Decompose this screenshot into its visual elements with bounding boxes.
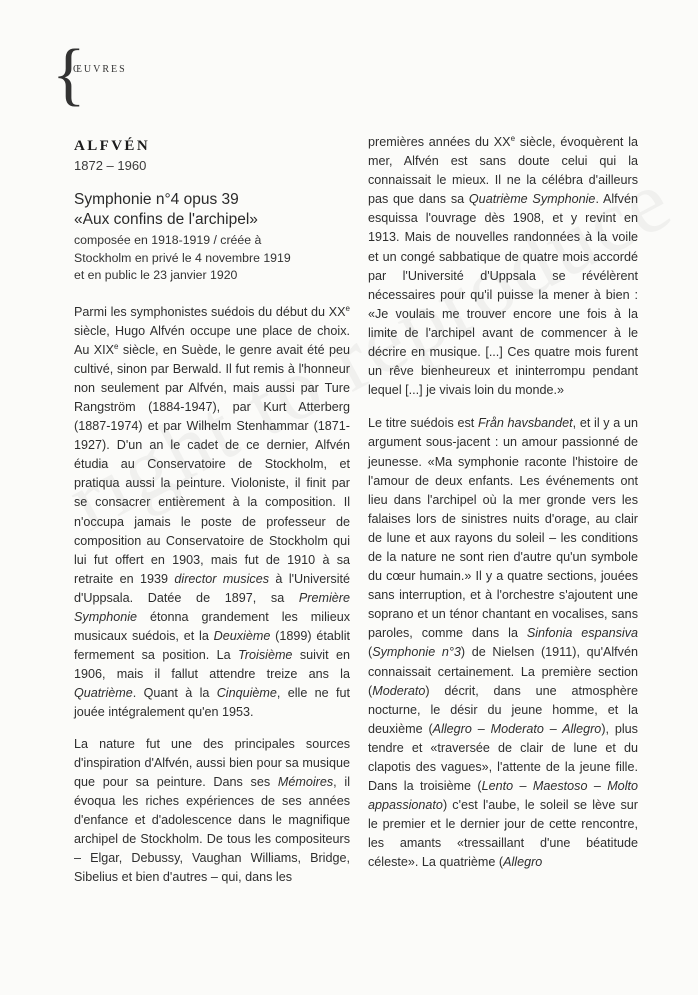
section-brace: {	[52, 36, 86, 113]
paragraph-2: La nature fut une des principales sources d'inspiration d'Alfvén, aussi bien pour sa musique que pour sa peinture. Dans ses Mémoires, il évoqua les riches expériences de ses années d'enfance et d'adolescence dans le magnifique archipel de Stockholm. De tous les compositeurs – Elgar, Debussy, Vaughan Williams, Bridge, Sibelius et bien d'autres – qui, dans les	[74, 736, 350, 885]
work-info	[74, 232, 350, 285]
work-title-line2: «Aux confins de l'archipel»	[74, 211, 258, 228]
section-label: ŒUVRES	[73, 64, 127, 75]
composer-dates: 1872 – 1960	[74, 158, 147, 173]
work-title	[74, 190, 350, 230]
paragraph-3: premières années du XXe siècle, évoquèrent la mer, Alfvén est sans doute celui qui la connaissait le mieux. Il ne la célébra d'ailleurs pas que dans sa Quatrième Symphonie. Alfvén esquissa l'ouvrage dès 1908, et y revint en 1913. Mais de nouvelles randonnées à la voile et un congé sabbatique de quatre mois accordé par l'Université d'Uppsala se révélèrent nécessaires pour qu'il puisse la mener à bien : «Je voulais me trouver encore une fois à la limite de l'archipel avant de commencer à le décrire en musique. [...] Ces quatre mois furent un rêve bienheureux et ininterrompu pendant lequel [...] je vivais loin du monde.»	[368, 133, 638, 398]
right-column	[368, 133, 638, 873]
left-column	[74, 137, 350, 887]
paragraph-4: Le titre suédois est Från havsbandet, et il y a un argument sous-jacent : un amour passionné de jeunesse. «Ma symphonie raconte l'histoire de l'amour de deux enfants. Les événements ont lieu dans l'archipel où la mer gronde vers les falaises lors de sinistres nuits d'orage, au clair de lune et aux rayons du soleil – les conditions de la nature ne sont rien d'autre qu'un symbole du cœur humain.» Il y a quatre sections, jouées sans interruption, et à l'orchestre s'ajoutent une soprano et un ténor chantant en vocalises, sans paroles, comme dans la Sinfonia espansiva (Symphonie n°3) de Nielsen (1911), qu'Alfvén connaissait certainement. La première section (Moderato) décrit, dans une atmosphère nocturne, le désir du jeune homme, et la deuxième (Allegro – Moderato – Allegro), plus tendre et «traversée de clair de lune et du clapotis des vagues», l'attente de la jeune fille. Dans la troisième (Lento – Maestoso – Molto appassionato) c'est l'aube, le soleil se lève sur le premier et le dernier jour de cette rencontre, les amants «tressaillant d'une béatitude céleste». La quatrième (Allegro	[368, 416, 638, 870]
work-info-line2: Stockholm en privé le 4 novembre 1919	[74, 250, 291, 265]
work-info-line1: composée en 1918-1919 / créée à	[74, 233, 262, 247]
work-info-line3: et en public le 23 janvier 1920	[74, 268, 238, 282]
paragraph-1: Parmi les symphonistes suédois du début du XXe siècle, Hugo Alfvén occupe une place de choix. Au XIXe siècle, en Suède, le genre avait été peu cultivé, sinon par Berwald. Il fut remis à l'honneur non seulement par Alfvén, mais aussi par Ture Rangström (1884-1947), par Kurt Atterberg (1887-1974) et par Wilhelm Stenhammar (1871-1927). D'un an le cadet de ce dernier, Alfvén étudia au Conservatoire de Stockholm, et pratiqua aussi la peinture. Violoniste, il finit par se consacrer entièrement à la composition. Il n'occupa jamais le poste de professeur de composition au Conservatoire de Stockholm qui lui fut offert en 1903, mais fut de 1910 à sa retraite en 1939 director musices à l'Université d'Uppsala. Datée de 1897, sa Première Symphonie étonna grandement les milieux musicaux suédois, et la Deuxième (1899) établit fermement sa position. La Troisième suivit en 1906, mais il fallut attendre treize ans la Quatrième. Quant à la Cinquième, elle ne fut jouée intégralement qu'en 1953.	[74, 303, 351, 720]
work-title-line1: Symphonie n°4 opus 39	[74, 191, 239, 208]
composer-name: ALFVÉN	[74, 138, 151, 154]
